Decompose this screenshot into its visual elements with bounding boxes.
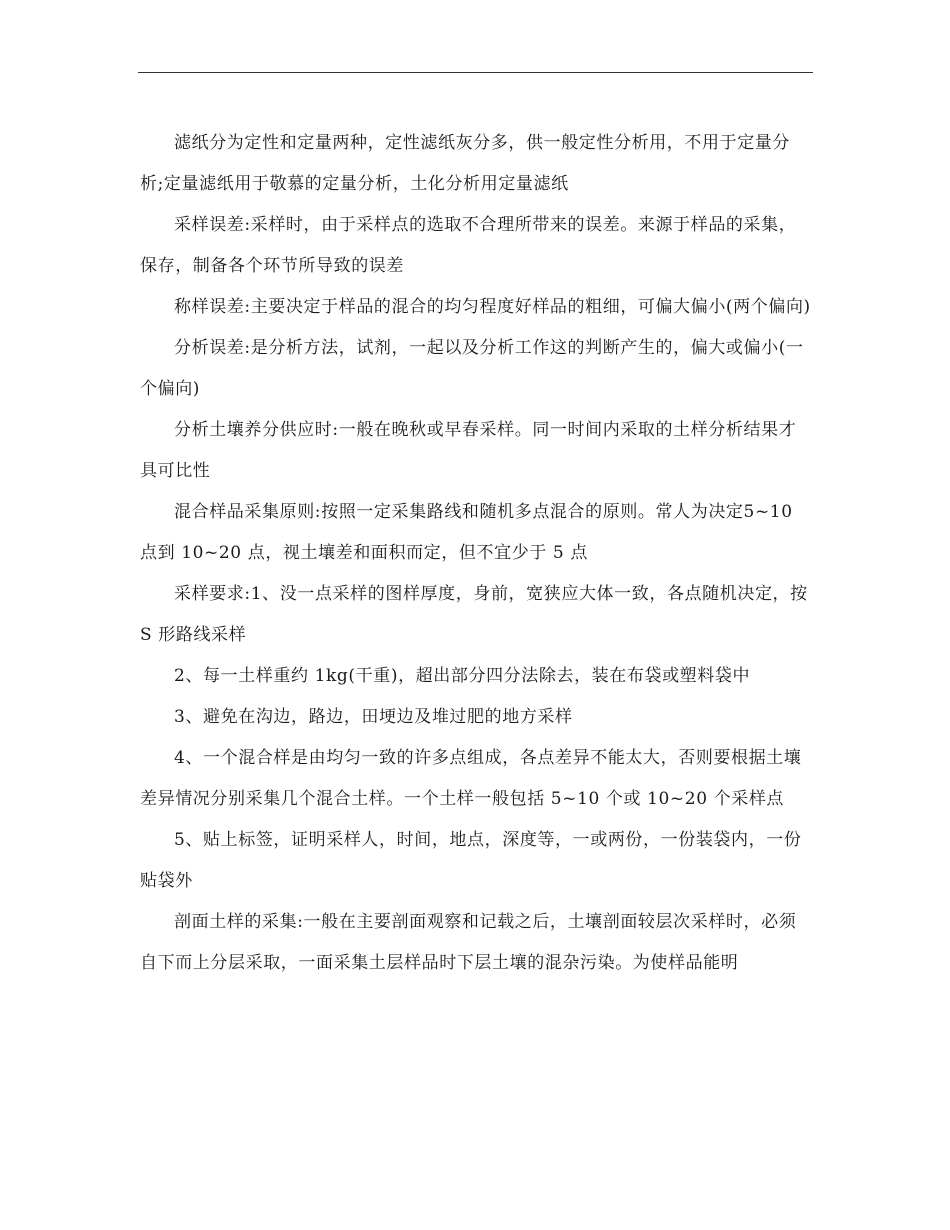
paragraph-sampling-requirement-5: 5、贴上标签，证明采样人，时间，地点，深度等，一或两份，一份装袋内，一份贴袋外 [140, 830, 802, 891]
paragraph-profile-sampling: 剖面土样的采集:一般在主要剖面观察和记载之后，土壤剖面较层次采样时，必须自下而上分层采取，一面采集土层样品时下层土壤的混杂污染。为使样品能明 [140, 912, 797, 973]
paragraph-mixed-sample-principle: 混合样品采集原则:按照一定采集路线和随机多点混合的原则。常人为决定5~10 点到 10~20 点，视土壤差和面积而定，但不宜少于 5 点 [140, 502, 793, 563]
paragraph-sampling-requirement-4: 4、一个混合样是由均匀一致的许多点组成，各点差异不能太大，否则要根据土壤差异情况分别采集几个混合土样。一个土样一般包括 5~10 个或 10~20 个采样点 [140, 748, 802, 809]
paragraph-sampling-requirement-1: 采样要求:1、没一点采样的图样厚度，身前，宽狭应大体一致，各点随机决定，按 S 形路线采样 [140, 584, 808, 645]
paragraph-weighing-error: 称样误差:主要决定于样品的混合的均匀程度好样品的粗细，可偏大偏小(两个偏向) [174, 297, 811, 317]
paragraph-sampling-error: 采样误差:采样时，由于采样点的选取不合理所带来的误差。来源于样品的采集，保存，制备各个环节所导致的误差 [140, 215, 797, 276]
header-rule [138, 72, 813, 73]
paragraph-filter-paper: 滤纸分为定性和定量两种，定性滤纸灰分多，供一般定性分析用，不用于定量分析;定量滤纸用于敬慕的定量分析，土化分析用定量滤纸 [140, 133, 790, 194]
paragraph-analysis-error: 分析误差:是分析方法，试剂，一起以及分析工作这的判断产生的，偏大或偏小(一个偏向) [140, 338, 804, 399]
paragraph-sampling-requirement-3: 3、避免在沟边，路边，田埂边及堆过肥的地方采样 [174, 707, 573, 727]
paragraph-nutrient-sampling-time: 分析土壤养分供应时:一般在晚秋或早春采样。同一时间内采取的土样分析结果才具可比性 [140, 420, 797, 481]
document-body [140, 123, 812, 984]
paragraph-sampling-requirement-2: 2、每一土样重约 1kg(干重)，超出部分四分法除去，装在布袋或塑料袋中 [174, 666, 751, 686]
